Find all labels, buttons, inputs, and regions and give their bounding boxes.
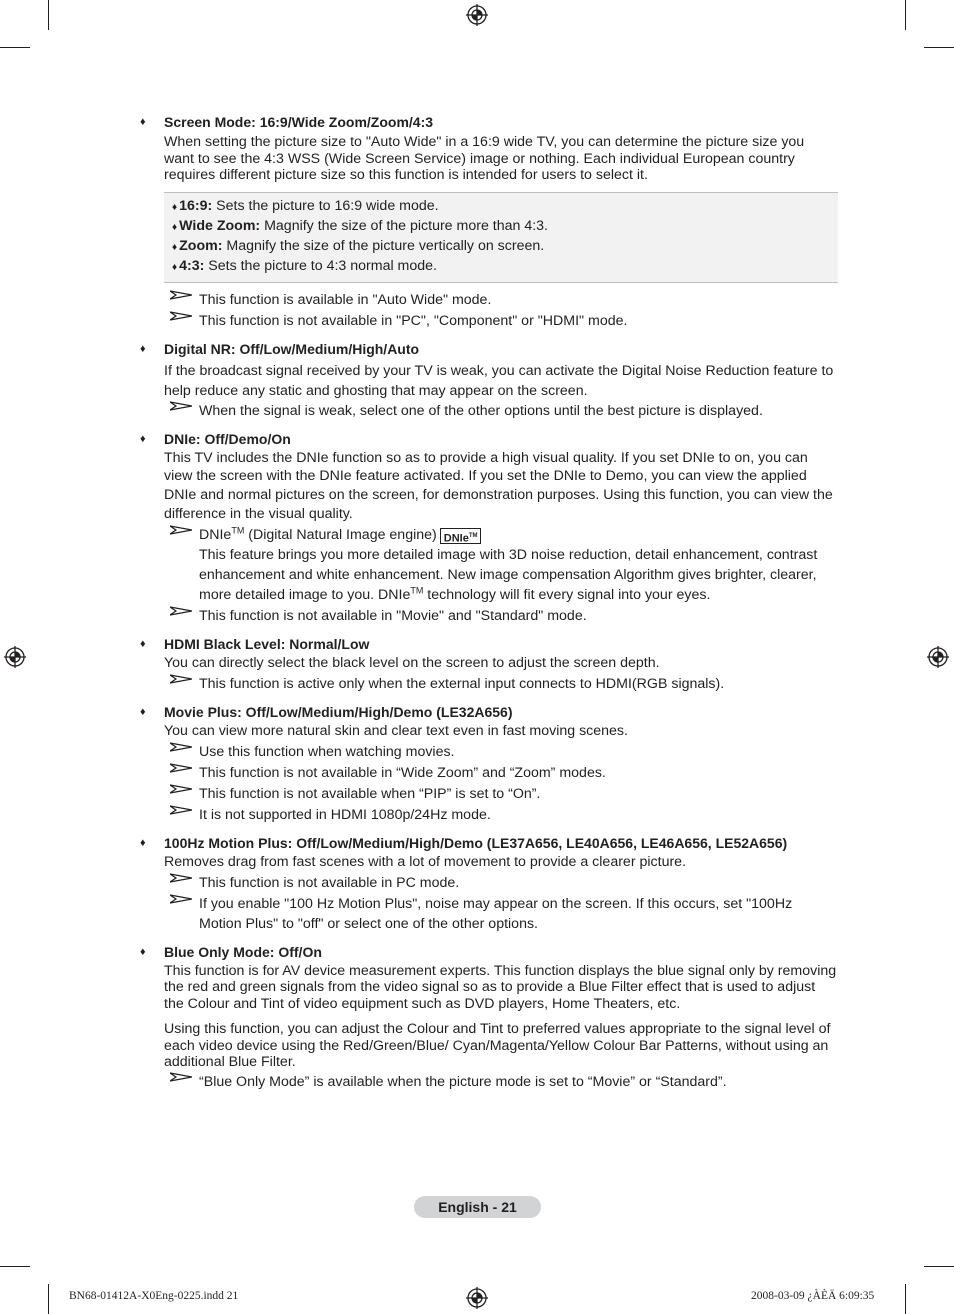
mode-option: ♦ Wide Zoom: Magnify the size of the picture more than 4:3.	[172, 217, 549, 234]
crop-mark	[48, 0, 49, 30]
section-paragraph: Using this function, you can adjust the Colour and Tint to preferred values appropriate to the signal level of each video device using the Red/Green/Blue/ Cyan/Magenta/Yellow Colour Bar Patterns, without using an additional Blue Filter.	[164, 1021, 831, 1071]
note-arrow-icon	[170, 804, 192, 816]
registration-mark-icon	[4, 646, 26, 668]
bullet-diamond-icon: ♦	[140, 945, 146, 958]
section-paragraph: You can view more natural skin and clear text even in fast moving scenes.	[164, 722, 628, 739]
note-arrow-icon	[170, 1071, 192, 1083]
section-heading: 100Hz Motion Plus: Off/Low/Medium/High/Demo (LE37A656, LE40A656, LE46A656, LE52A656)	[164, 834, 788, 851]
note: This function is active only when the external input connects to HDMI(RGB signals).	[164, 674, 838, 694]
bullet-diamond-icon: ♦	[140, 342, 146, 355]
manual-content	[138, 114, 838, 1092]
section-paragraph: Removes drag from fast scenes with a lot of movement to provide a clearer picture.	[164, 853, 687, 870]
print-slug-left: BN68-01412A-X0Eng-0225.indd 21	[69, 1290, 239, 1302]
section-100hz-motion-plus	[138, 835, 838, 934]
note-arrow-icon	[170, 893, 192, 905]
dnie-description: This feature brings you more detailed image with 3D noise reduction, detail enhancement, contrast enhancement and white enhancement. New image compensation Algorithm gives brighter, clearer, more detailed image to you. DNIe™ technology will fit every signal into your eyes.	[199, 546, 818, 603]
registration-mark-icon	[466, 1287, 488, 1309]
note-arrow-icon	[170, 673, 192, 685]
section-dnie	[138, 431, 838, 626]
mode-options-box	[164, 192, 838, 283]
section-heading: HDMI Black Level: Normal/Low	[164, 635, 370, 652]
section-paragraph: This TV includes the DNIe function so as to provide a high visual quality. If you set DNIe to on, you can view the screen with the DNIe feature activated. If you set the DNIe to Demo, you can view the applied DNIe and normal pictures on the screen, for demonstration purposes. Using this function, you can view the difference in the visual quality.	[164, 449, 833, 522]
crop-mark	[0, 47, 30, 48]
note-arrow-icon	[170, 310, 192, 322]
note: Use this function when watching movies.	[164, 742, 838, 762]
note: This function is not available in PC mode.	[164, 873, 838, 893]
crop-mark	[905, 0, 906, 30]
section-heading: Blue Only Mode: Off/On	[164, 943, 322, 960]
section-paragraph: When setting the picture size to "Auto Wide" in a 16:9 wide TV, you can determine the picture size you want to see the 4:3 WSS (Wide Screen Service) image or nothing. Each individual European country requires different picture size so this function is intended for users to select it.	[164, 134, 805, 183]
crop-mark	[924, 1266, 954, 1267]
bullet-diamond-icon: ♦	[140, 705, 146, 718]
note-arrow-icon	[170, 400, 192, 412]
section-paragraph: This function is for AV device measurement experts. This function displays the blue signal only by removing the red and green signals from the video signal so as to provide a Blue Filter effect that is used to adjust the Colour and Tint of video equipment such as DVD players, Home Theaters, etc.	[164, 962, 837, 1012]
note-arrow-icon	[170, 605, 192, 617]
registration-mark-icon	[927, 646, 949, 668]
crop-mark	[0, 1266, 30, 1267]
note: This function is available in "Auto Wide" mode.	[164, 290, 838, 310]
section-paragraph: If the broadcast signal received by your TV is weak, you can activate the Digital Noise Reduction feature to help reduce any static and ghosting that may appear on the screen.	[164, 362, 834, 399]
section-hdmi-black-level	[138, 636, 838, 694]
dnie-logo: DNIe™	[440, 528, 482, 544]
section-heading: Digital NR: Off/Low/Medium/High/Auto	[164, 340, 420, 357]
page-number-badge: English - 21	[414, 1196, 541, 1218]
crop-mark	[905, 1284, 906, 1314]
crop-mark	[48, 1284, 49, 1314]
print-slug-right: 2008-03-09 ¿ÀÈÄ 6:09:35	[751, 1290, 875, 1302]
note: This function is not available in "Movie" and "Standard" mode.	[164, 606, 838, 626]
mode-option: ♦ 4:3: Sets the picture to 4:3 normal mode.	[172, 257, 437, 274]
section-heading: Screen Mode: 16:9/Wide Zoom/Zoom/4:3	[164, 114, 434, 130]
bullet-diamond-icon: ♦	[172, 241, 178, 253]
note: This function is not available in "PC", "Component" or "HDMI" mode.	[164, 311, 838, 331]
bullet-diamond-icon: ♦	[140, 432, 146, 445]
bullet-diamond-icon: ♦	[140, 637, 146, 650]
section-paragraph: You can directly select the black level on the screen to adjust the screen depth.	[164, 654, 660, 671]
note: “Blue Only Mode” is available when the picture mode is set to “Movie” or “Standard”.	[164, 1072, 838, 1092]
section-movie-plus	[138, 704, 838, 825]
section-heading: Movie Plus: Off/Low/Medium/High/Demo (LE32A656)	[164, 703, 513, 720]
section-digital-nr	[138, 341, 838, 421]
note: It is not supported in HDMI 1080p/24Hz mode.	[164, 805, 838, 825]
bullet-diamond-icon: ♦	[172, 261, 178, 273]
mode-option: ♦ Zoom: Magnify the size of the picture vertically on screen.	[172, 237, 545, 254]
note: This function is not available in “Wide Zoom” and “Zoom” modes.	[164, 763, 838, 783]
note: This function is not available when “PIP” is set to “On”.	[164, 784, 838, 804]
note-arrow-icon	[170, 524, 192, 536]
note-arrow-icon	[170, 289, 192, 301]
note: When the signal is weak, select one of the other options until the best picture is displayed.	[164, 401, 838, 421]
section-heading: DNIe: Off/Demo/On	[164, 430, 291, 447]
note-arrow-icon	[170, 741, 192, 753]
note-arrow-icon	[170, 762, 192, 774]
note-arrow-icon	[170, 872, 192, 884]
registration-mark-icon	[466, 4, 488, 26]
bullet-diamond-icon: ♦	[172, 221, 178, 233]
crop-mark	[924, 47, 954, 48]
bullet-diamond-icon: ♦	[140, 836, 146, 849]
section-screen-mode	[138, 114, 838, 331]
section-blue-only-mode	[138, 944, 838, 1092]
mode-option: ♦ 16:9: Sets the picture to 16:9 wide mode.	[172, 197, 439, 214]
dnie-title: DNIe™ (Digital Natural Image engine) DNIe™	[199, 525, 838, 545]
bullet-diamond-icon: ♦	[140, 116, 146, 128]
note-dnie-feature	[164, 525, 838, 605]
note: If you enable "100 Hz Motion Plus", noise may appear on the screen. If this occurs, set "100Hz Motion Plus" to "off" or select one of the other options.	[164, 894, 838, 934]
bullet-diamond-icon: ♦	[172, 201, 178, 213]
note-arrow-icon	[170, 783, 192, 795]
